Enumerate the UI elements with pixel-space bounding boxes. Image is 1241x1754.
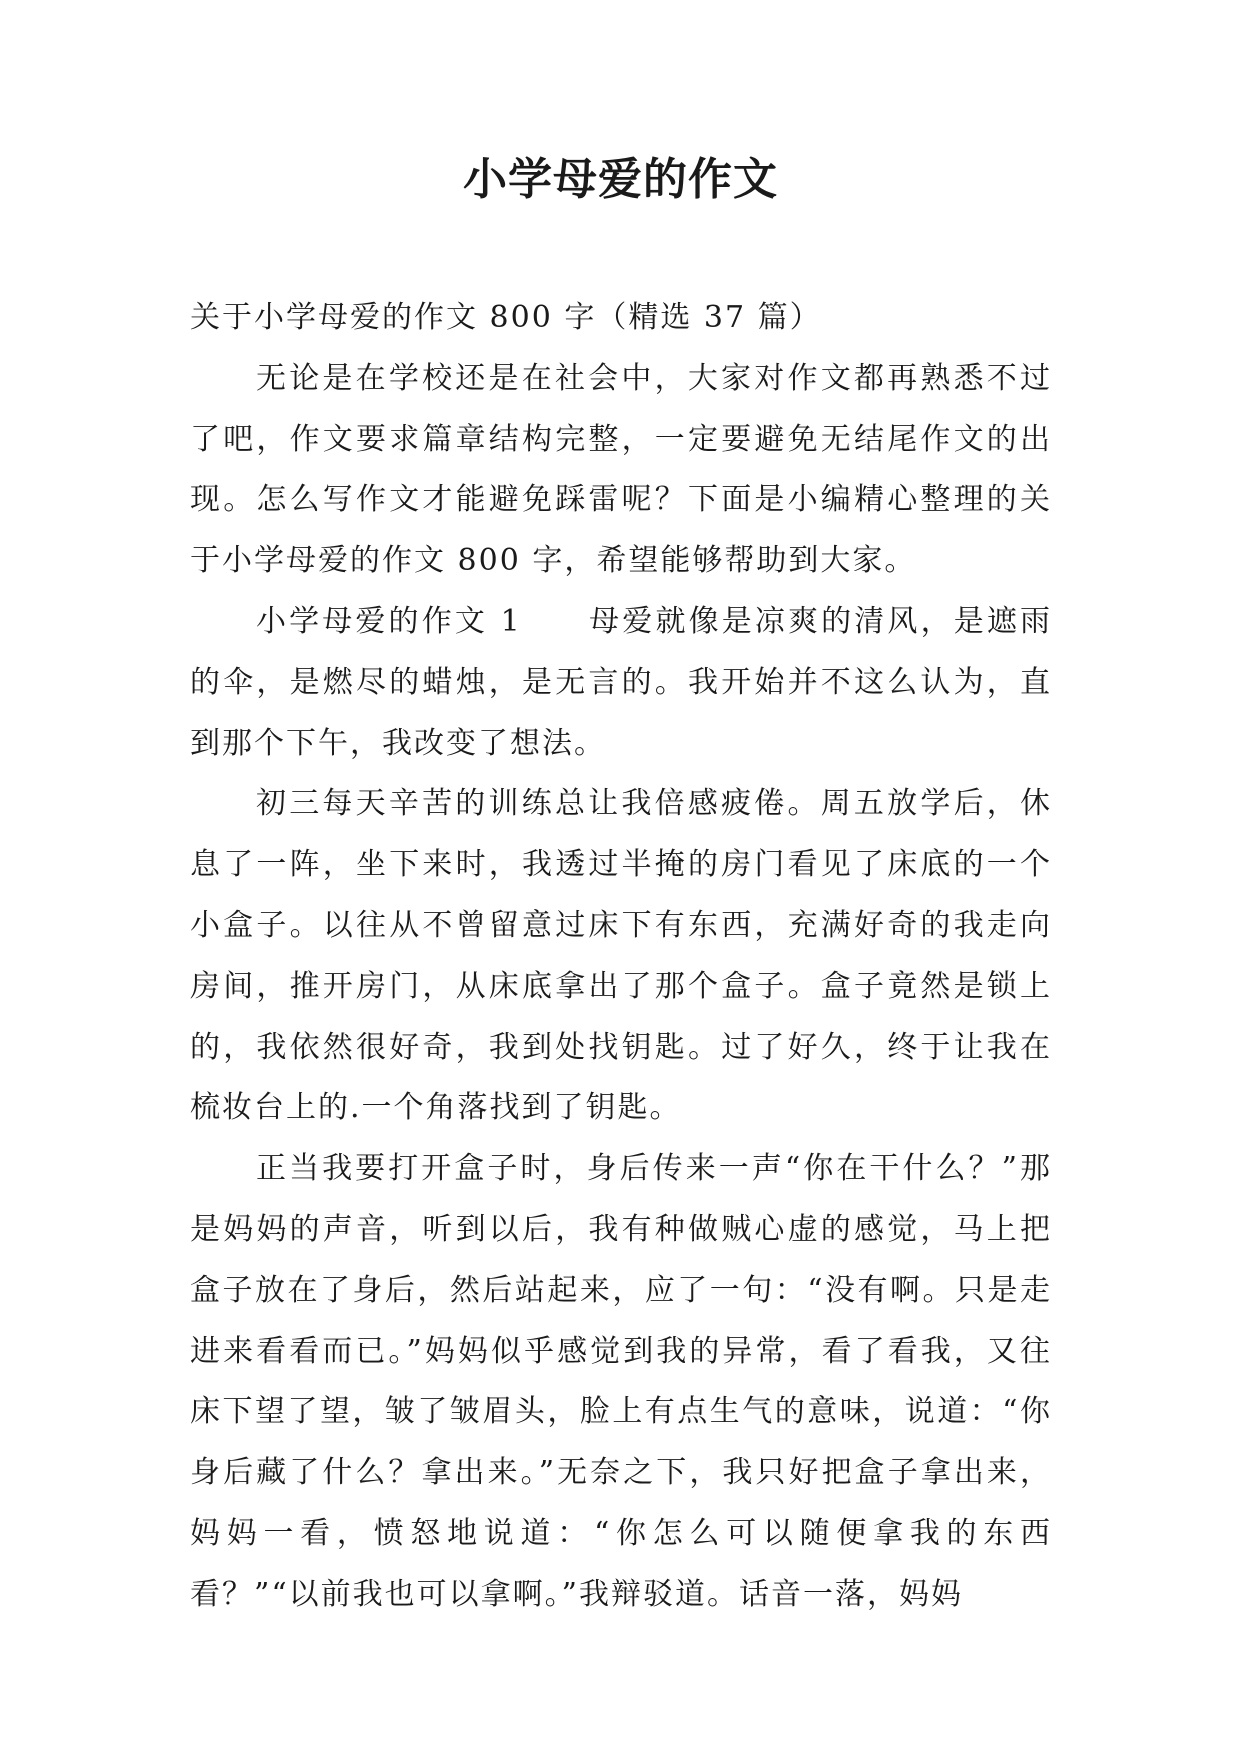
document-body <box>190 288 1052 1626</box>
paragraph: 小学母爱的作文 1 母爱就像是凉爽的清风，是遮雨的伞，是燃尽的蜡烛，是无言的。我开始并不这么认为，直到那个下午，我改变了想法。 <box>190 603 1052 761</box>
document-subtitle: 关于小学母爱的作文 800 字（精选 37 篇） <box>190 300 822 335</box>
paragraph: 无论是在学校还是在社会中，大家对作文都再熟悉不过了吧，作文要求篇章结构完整，一定要避免无结尾作文的出现。怎么写作文才能避免踩雷呢？下面是小编精心整理的关于小学母爱的作文 800 字，希望能够帮助到大家。 <box>190 360 1052 579</box>
paragraph: 正当我要打开盒子时，身后传来一声“你在干什么？”那是妈妈的声音，听到以后，我有种做贼心虚的感觉，马上把盒子放在了身后，然后站起来，应了一句：“没有啊。只是走进来看看而已。”妈妈似乎感觉到我的异常，看了看我，又往床下望了望，皱了皱眉头，脸上有点生气的意味，说道：“你身后藏了什么？拿出来。”无奈之下，我只好把盒子拿出来，妈妈一看，愤怒地说道：“你怎么可以随便拿我的东西看？”“以前我也可以拿啊。”我辩驳道。话音一落，妈妈 <box>190 1151 1052 1612</box>
paragraph: 初三每天辛苦的训练总让我倍感疲倦。周五放学后，休息了一阵，坐下来时，我透过半掩的房门看见了床底的一个小盒子。以往从不曾留意过床下有东西，充满好奇的我走向房间，推开房门，从床底拿出了那个盒子。盒子竟然是锁上的，我依然很好奇，我到处找钥匙。过了好久，终于让我在梳妆台上的.一个角落找到了钥匙。 <box>190 786 1052 1126</box>
document-title: 小学母爱的作文 <box>463 154 778 205</box>
